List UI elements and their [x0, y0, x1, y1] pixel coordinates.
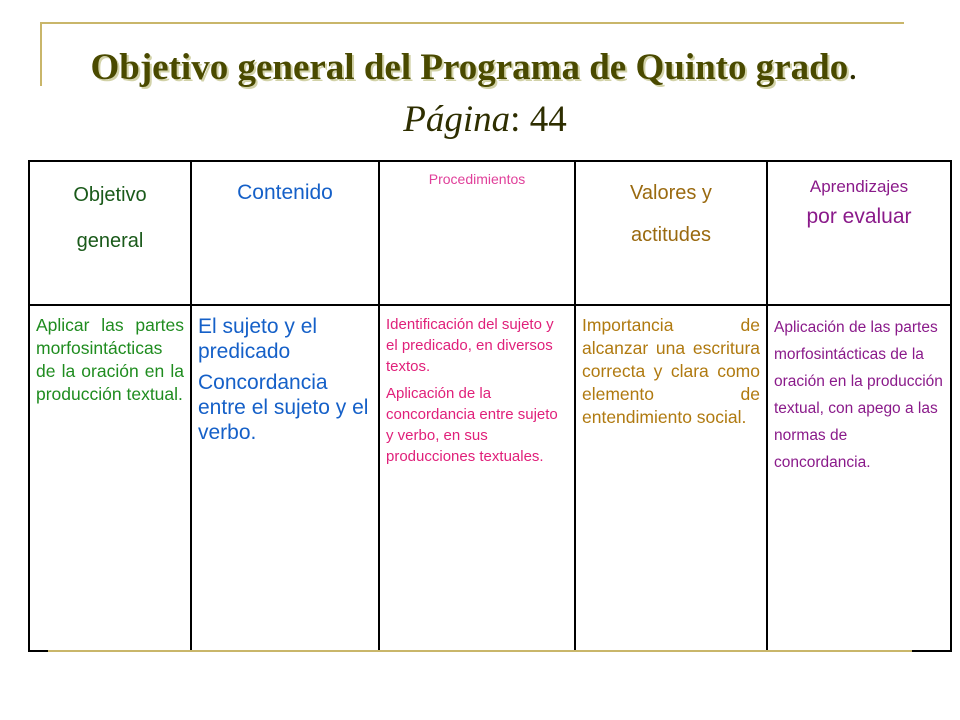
- header-valores-line1: Valores y: [630, 182, 712, 204]
- header-contenido: [191, 161, 379, 305]
- page-title: [60, 42, 910, 146]
- frame-left-line: [40, 22, 42, 86]
- title-page-label: Página: [403, 99, 511, 140]
- cell-procedimientos: [379, 305, 575, 651]
- header-contenido-label: Contenido: [237, 181, 333, 204]
- header-aprendizajes: [767, 161, 951, 305]
- contenido-item-2: Concordancia entre el sujeto y el verbo.: [198, 371, 369, 444]
- procedimientos-item-1: Identificación del sujeto y el predicado, en diversos textos.: [386, 316, 554, 375]
- header-procedimientos: [379, 161, 575, 305]
- cell-objetivo: Aplicar las partes morfosintácticas de la oración en la producción textual.: [29, 305, 191, 651]
- table-row: [29, 305, 951, 651]
- header-objetivo: [29, 161, 191, 305]
- frame-bottom-line: [48, 650, 912, 652]
- header-objetivo-line1: Objetivo: [73, 184, 147, 206]
- contenido-item-1: El sujeto y el predicado: [198, 315, 318, 363]
- title-period: .: [848, 47, 858, 88]
- header-valores-line2: actitudes: [630, 224, 712, 246]
- cell-valores: Importancia de alcanzar una escritura correcta y clara como elemento de entendimiento social.: [575, 305, 767, 651]
- title-main: Objetivo general del Programa de Quinto grado: [90, 47, 849, 88]
- procedimientos-item-2: Aplicación de la concordancia entre sujeto y verbo, en sus producciones textuales.: [386, 385, 558, 465]
- title-page-number: : 44: [510, 99, 567, 140]
- header-aprendizajes-line2: por evaluar: [806, 205, 912, 228]
- header-valores: [575, 161, 767, 305]
- header-objetivo-line2: general: [76, 230, 144, 252]
- header-procedimientos-label: Procedimientos: [428, 171, 526, 187]
- cell-aprendizajes: Aplicación de las partes morfosintácticas de la oración en la producción textual, con apego a las normas de concordancia.: [767, 305, 951, 651]
- header-aprendizajes-line1: Aprendizajes: [809, 177, 909, 196]
- cell-contenido: [191, 305, 379, 651]
- header-row: [29, 161, 951, 305]
- frame-top-line: [40, 22, 904, 24]
- program-table: [28, 160, 952, 652]
